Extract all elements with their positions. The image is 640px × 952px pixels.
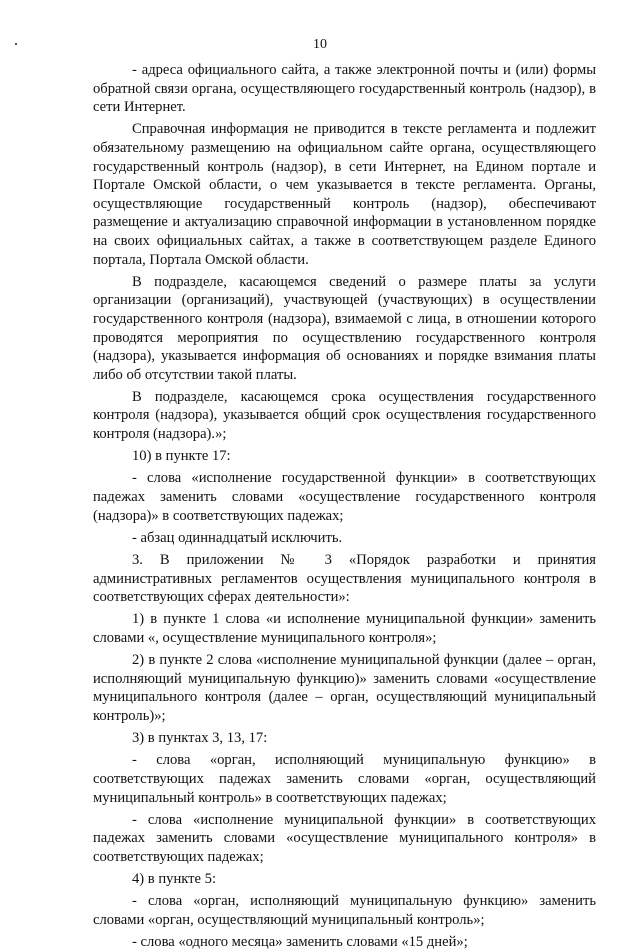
paragraph-contacts-item: - адреса официального сайта, а также электронной почты и (или) формы обратной связи органа, осуществляющего государственный контроль (надзор), в сети Интернет. bbox=[93, 62, 596, 116]
paragraph-section-3-item-1: 1) в пункте 1 слова «и исполнение муниципальной функции» заменить словами «, осуществление муниципального контроля»; bbox=[93, 611, 596, 646]
paragraph-section-3-item-3-sub-1: - слова «орган, исполняющий муниципальную функцию» в соответствующих падежах заменить словами «орган, осуществляющий муниципальный контроль» в соответствующих падежах; bbox=[93, 752, 596, 806]
paragraph-point-10-heading: 10) в пункте 17: bbox=[132, 448, 231, 465]
paragraph-section-3-item-4-sub-1: - слова «орган, исполняющий муниципальную функцию» заменить словами «орган, осуществляющий муниципальный контроль»; bbox=[93, 893, 596, 928]
paragraph-section-3-heading: 3. В приложении № 3 «Порядок разработки и принятия административных регламентов осуществления муниципального контроля в соответствующих сферах деятельности»: bbox=[93, 552, 596, 606]
paragraph-point-10-item-2: - абзац одиннадцатый исключить. bbox=[132, 529, 343, 546]
paragraph-section-3-item-3-heading: 3) в пунктах 3, 13, 17: bbox=[132, 730, 268, 747]
paragraph-reference-info: Справочная информация не приводится в тексте регламента и подлежит обязательному размещению на официальном сайте органа, осуществляющего государственный контроль (надзор), в сети Интернет, на Едином портале и Портале Омской области, о чем указывается в тексте регламента. Органы, осуществляющие государственный контроль (надзор), обеспечивают размещение и актуализацию справочной информации в установленном порядке на своих официальных сайтах, а также в соответствующем разделе Единого портала, Портала Омской области. bbox=[93, 121, 596, 268]
paragraph-section-3-item-4-heading: 4) в пункте 5: bbox=[132, 871, 217, 888]
paragraph-section-3-item-4-sub-2: - слова «одного месяца» заменить словами «15 дней»; bbox=[132, 934, 468, 951]
document-body bbox=[93, 61, 596, 952]
paragraph-section-3-item-2: 2) в пункте 2 слова «исполнение муниципальной функции (далее – орган, исполняющий муниципальную функцию)» заменить словами «осуществление муниципального контроля (далее – орган, осуществляющий муниципальный контроль)»; bbox=[93, 652, 596, 724]
paragraph-point-10-item-1: - слова «исполнение государственной функции» в соответствующих падежах заменить словами «осуществление государственного контроля (надзора)» в соответствующих падежах; bbox=[93, 470, 596, 524]
paragraph-term-info: В подразделе, касающемся срока осуществления государственного контроля (надзора), указывается общий срок осуществления государственного контроля (надзора).»; bbox=[93, 388, 596, 443]
page-number: 10 bbox=[313, 37, 327, 52]
paragraph-section-3-item-3-sub-2: - слова «исполнение муниципальной функции» в соответствующих падежах заменить словами «осуществление муниципального контроля» в соответствующих падежах; bbox=[93, 811, 596, 865]
paragraph-fee-info: В подразделе, касающемся сведений о размере платы за услуги организации (организаций), участвующей (участвующих) в осуществлении государственного контроля (надзора), взимаемой с лица, в отношении которого проводятся мероприятия по осуществлению государственного контроля (надзора), указывается информация об основаниях и порядке взимания платы либо об отсутствии такой платы. bbox=[93, 273, 596, 383]
